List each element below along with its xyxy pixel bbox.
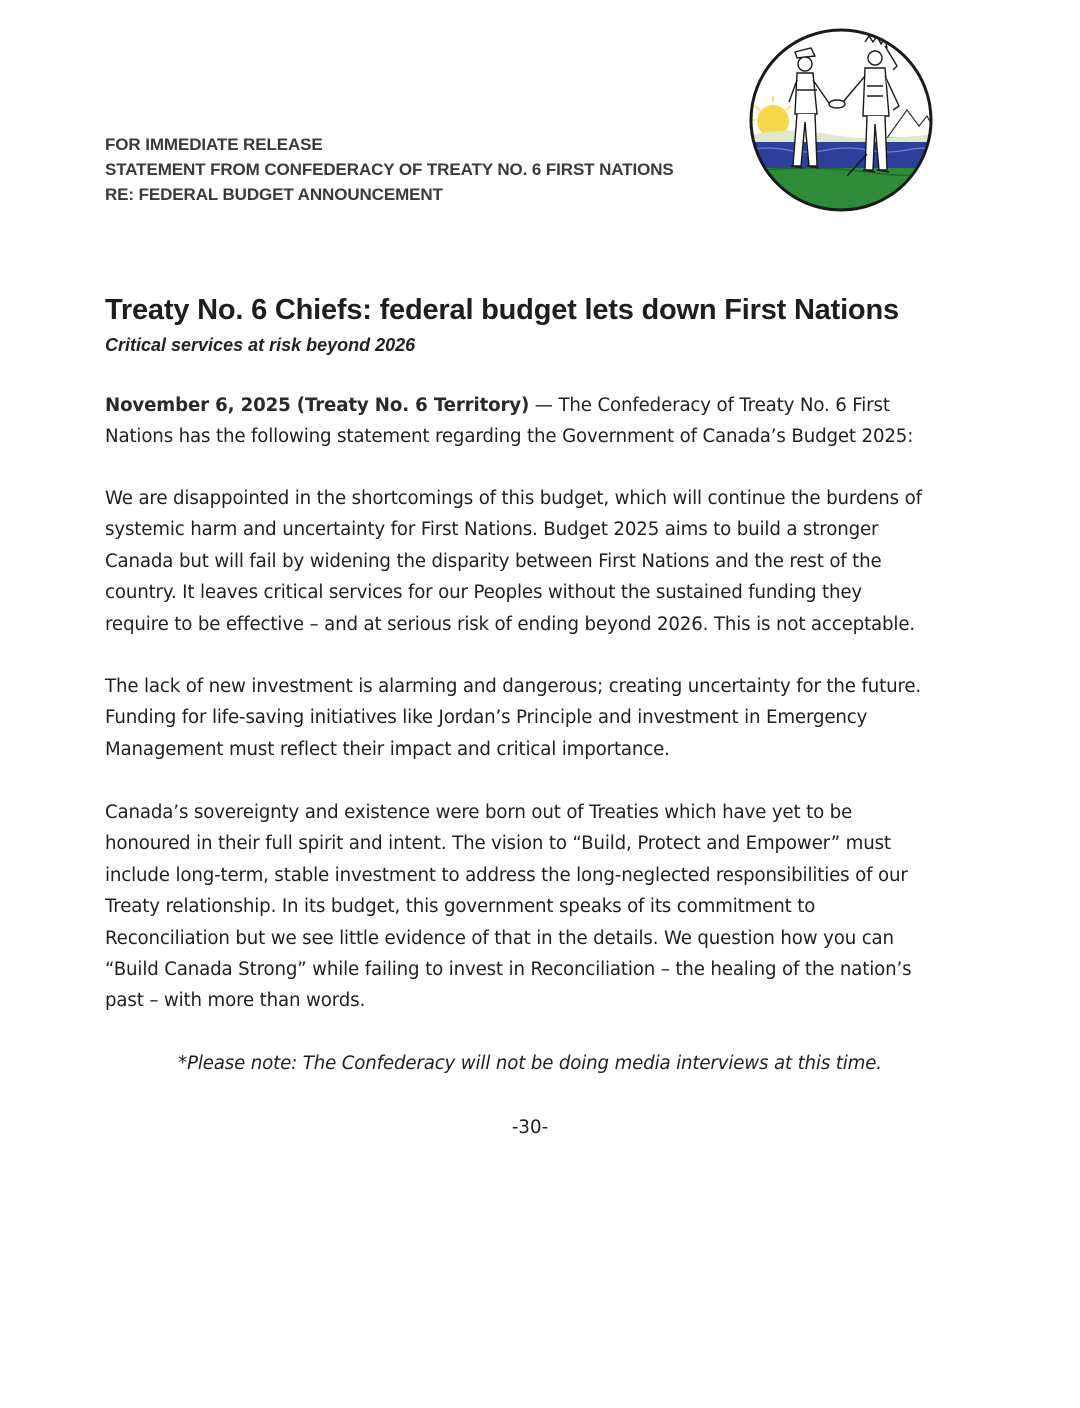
treaty-seal-logo: [747, 26, 935, 214]
release-subject: RE: FEDERAL BUDGET ANNOUNCEMENT: [105, 185, 443, 204]
paragraph-line: include long-term, stable investment to address the long-neglected responsibilities of our: [105, 864, 908, 886]
paragraph-line: Canada’s sovereignty and existence were born out of Treaties which have yet to be: [105, 802, 853, 823]
paragraph-line: “Build Canada Strong” while failing to invest in Reconciliation – the healing of the nation’s: [105, 959, 912, 981]
end-of-release-mark: -30-: [511, 1117, 549, 1138]
statement-paragraph-2: [105, 671, 965, 765]
paragraph-line: Management must reflect their impact and critical importance.: [105, 738, 670, 760]
paragraph-line: Canada but will fail by widening the disparity between First Nations and the rest of the: [105, 550, 882, 572]
intro-line-1: [105, 390, 965, 421]
statement-paragraph-1: [105, 483, 965, 640]
paragraph-line: require to be effective – and at serious risk of ending beyond 2026. This is not acceptable.: [105, 613, 916, 635]
release-header: [105, 132, 674, 207]
intro-line-2: Nations has the following statement regarding the Government of Canada’s Budget 2025:: [105, 426, 914, 448]
intro-line-1-text: — The Confederacy of Treaty No. 6 First: [529, 395, 890, 416]
paragraph-line: The lack of new investment is alarming and dangerous; creating uncertainty for the future.: [105, 676, 922, 697]
intro-paragraph: [105, 390, 965, 453]
release-type: FOR IMMEDIATE RELEASE: [105, 135, 323, 154]
paragraph-line: We are disappointed in the shortcomings of this budget, which will continue the burdens of: [105, 488, 922, 509]
paragraph-line: systemic harm and uncertainty for First Nations. Budget 2025 aims to build a stronger: [105, 519, 879, 541]
paragraph-line: Funding for life-saving initiatives like Jordan’s Principle and investment in Emergency: [105, 707, 868, 729]
paragraph-line: past – with more than words.: [105, 990, 366, 1012]
paragraph-line: Reconciliation but we see little evidence of that in the details. We question how you can: [105, 927, 894, 949]
water-band: [747, 142, 935, 170]
media-note: *Please note: The Confederacy will not be doing media interviews at this time.: [178, 1053, 882, 1074]
press-release-title: Treaty No. 6 Chiefs: federal budget lets down First Nations: [105, 294, 899, 326]
paragraph-line: country. It leaves critical services for our Peoples without the sustained funding they: [105, 582, 862, 604]
paragraph-line: honoured in their full spirit and intent. The vision to “Build, Protect and Empower” must: [105, 833, 891, 855]
press-release-subtitle: Critical services at risk beyond 2026: [105, 335, 416, 355]
release-source: STATEMENT FROM CONFEDERACY OF TREATY NO. 6 FIRST NATIONS: [105, 160, 674, 179]
paragraph-line: Treaty relationship. In its budget, this government speaks of its commitment to: [105, 896, 816, 918]
dateline: November 6, 2025 (Treaty No. 6 Territory): [105, 395, 530, 416]
handshake-icon: [829, 100, 845, 108]
statement-paragraph-3: [105, 797, 965, 1017]
